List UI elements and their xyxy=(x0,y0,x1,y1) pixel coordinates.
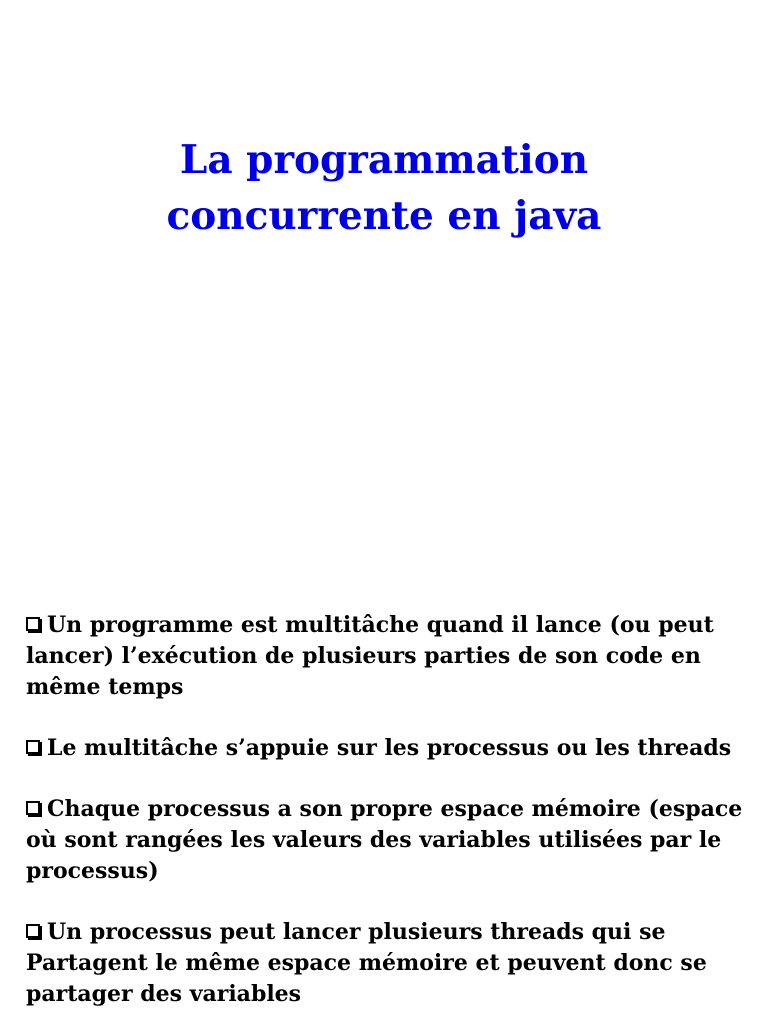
bullet-item-3 xyxy=(26,794,746,887)
bullet-text-1: Un programme est multitâche quand il lance (ou peut lancer) l’exécution de plusieurs parties de son code en même temps xyxy=(26,612,714,700)
checkbox-icon xyxy=(26,924,40,938)
bullet-list xyxy=(26,610,746,1024)
bullet-item-2 xyxy=(26,733,746,764)
checkbox-icon xyxy=(26,740,40,754)
bullet-text-4: Un processus peut lancer plusieurs threads qui se Partagent le même espace mémoire et peuvent donc se partager des variables xyxy=(26,919,707,1007)
bullet-text-3: Chaque processus a son propre espace mémoire (espace où sont rangées les valeurs des variables utilisées par le processus) xyxy=(26,796,743,884)
slide-title xyxy=(0,132,768,244)
checkbox-icon xyxy=(26,617,40,631)
bullet-item-4 xyxy=(26,917,746,1010)
bullet-item-1 xyxy=(26,610,746,703)
checkbox-icon xyxy=(26,801,40,815)
bullet-text-2: Le multitâche s’appuie sur les processus ou les threads xyxy=(47,735,732,761)
slide-title-line-2: concurrente en java xyxy=(166,193,602,239)
slide-title-line-1: La programmation xyxy=(179,137,589,183)
